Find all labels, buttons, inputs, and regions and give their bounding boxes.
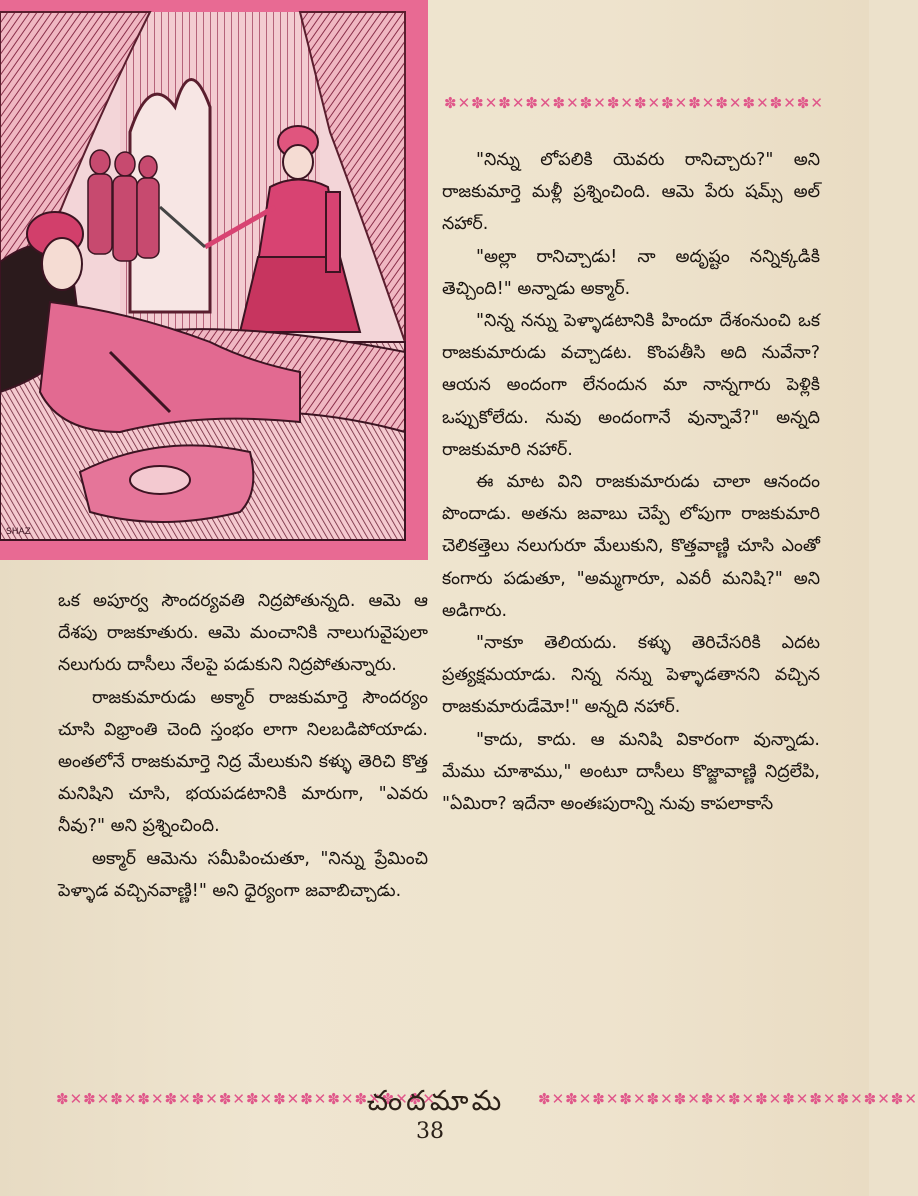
artist-signature: SHAZ	[6, 527, 31, 537]
story-paragraph: రాజకుమారుడు అక్మార్ రాజకుమార్తె సౌందర్యం చూసి విభ్రాంతి చెంది స్తంభం లాగా నిలబడిపోయాడు. అంతలోనే రాజకుమార్తె నిద్ర మేలుకుని కళ్ళు తెరిచి కొత్త మనిషిని చూసి, భయపడటానికి మారుగా, "ఎవరు నీవు?" అని ప్రశ్నించింది.	[58, 687, 428, 837]
story-illustration	[0, 12, 405, 540]
story-paragraph: అక్మార్ ఆమెను సమీపించుతూ, "నిన్ను ప్రేమించి పెళ్ళాడ వచ్చినవాణ్ణి!" అని ధైర్యంగా జవాబిచ్చాడు.	[58, 848, 428, 901]
right-text-column	[442, 144, 820, 820]
magazine-title: చందమామ	[366, 1084, 506, 1117]
story-paragraph: "కాదు, కాదు. ఆ మనిషి వికారంగా వున్నాడు. మేము చూశాము," అంటూ దాసీలు కొజ్జావాణ్ణి నిద్రలేపి, "ఏమిరా? ఇదేనా అంతఃపురాన్ని నువు కాపలాకాసే	[442, 729, 820, 815]
footer-right-border	[538, 1088, 918, 1110]
story-paragraph: "అల్లా రానిచ్చాడు! నా అదృష్టం నన్నిక్కడికి తెచ్చింది!" అన్నాడు అక్మార్.	[442, 246, 820, 299]
page-number: 38	[416, 1119, 444, 1144]
illustration-frame	[0, 0, 428, 560]
story-paragraph: "నిన్ను లోపలికి యెవరు రానిచ్చారు?" అని రాజకుమార్తె మళ్లీ ప్రశ్నించింది. ఆమె పేరు షమ్స్ అల్ నహార్.	[442, 150, 820, 235]
border-pattern: ✽✕✽✕✽✕✽✕✽✕✽✕✽✕✽✕✽✕✽✕✽✕✽✕✽✕✽✕	[538, 1090, 918, 1108]
top-decorative-border	[444, 92, 824, 114]
footer-left-border	[56, 1088, 436, 1110]
left-text-column	[58, 585, 428, 907]
border-pattern: ✽✕✽✕✽✕✽✕✽✕✽✕✽✕✽✕✽✕✽✕✽✕✽✕✽✕✽✕	[56, 1090, 436, 1108]
palace-bedroom-illustration-icon	[0, 12, 405, 540]
story-paragraph: ఒక అపూర్వ సౌందర్యవతి నిద్రపోతున్నది. ఆమె ఆ దేశపు రాజకూతురు. ఆమె మంచానికి నాలుగువైపులా నలుగురు దాసీలు నేలపై పడుకుని నిద్రపోతున్నారు.	[58, 591, 428, 676]
border-pattern: ✽✕✽✕✽✕✽✕✽✕✽✕✽✕✽✕✽✕✽✕✽✕✽✕✽✕✽✕	[444, 94, 824, 112]
story-paragraph: "నిన్న నన్ను పెళ్ళాడటానికి హిందూ దేశంనుంచి ఒక రాజకుమారుడు వచ్చాడట. కొంపతీసి అది నువేనా? ఆయన అందంగా లేనందున మా నాన్నగారు పెళ్లికి ఒప్పుకోలేదు. నువు అందంగానే వున్నావే?" అన్నది రాజకుమారి నహార్.	[442, 311, 820, 460]
story-paragraph: "నాకూ తెలియదు. కళ్ళు తెరిచేసరికి ఎదట ప్రత్యక్షమయాడు. నిన్న నన్ను పెళ్ళాడతానని వచ్చిన రాజకుమారుడేమో!" అన్నది నహార్.	[442, 633, 820, 718]
story-paragraph: ఈ మాట విని రాజకుమారుడు చాలా ఆనందం పొందాడు. అతను జవాబు చెప్పే లోపుగా రాజకుమారి చెలికత్తెలు నలుగురూ మేలుకుని, కొత్తవాణ్ణి చూసి ఎంతో కంగారు పడుతూ, "అమ్మగారూ, ఎవరీ మనిషి?" అని అడిగారు.	[442, 472, 820, 621]
